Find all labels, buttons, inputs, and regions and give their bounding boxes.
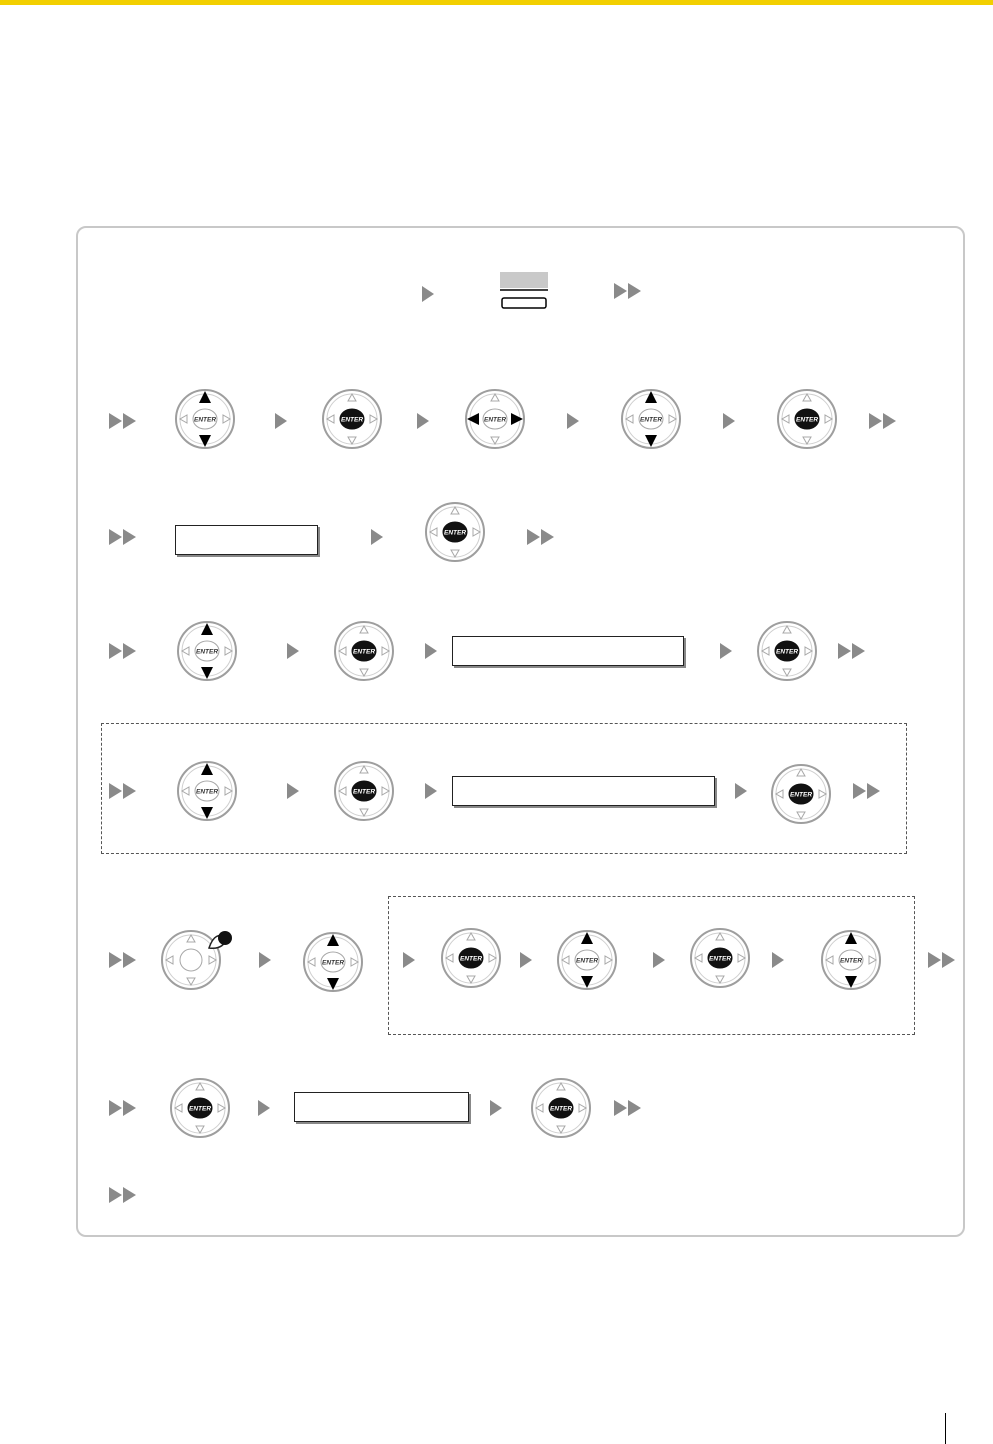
enter-label: ENTER: [789, 791, 813, 799]
single-arrow-icon: [403, 952, 415, 968]
double-arrow-icon: [109, 643, 136, 659]
single-arrow-icon: [258, 1100, 270, 1116]
navigator-key-icon: [758, 622, 816, 680]
enter-label: ENTER: [795, 416, 819, 424]
enter-label: ENTER: [775, 648, 799, 656]
enter-label: ENTER: [459, 955, 483, 963]
single-arrow-icon: [520, 952, 532, 968]
navigator-key-icon: [178, 762, 236, 820]
double-arrow-icon: [109, 1187, 136, 1203]
single-arrow-icon: [287, 643, 299, 659]
navigator-key-icon: [558, 931, 616, 989]
navigator-key-icon: [532, 1079, 590, 1137]
navigator-key-icon: [304, 933, 362, 991]
single-arrow-icon: [723, 413, 735, 429]
navigator-key-icon: [335, 762, 393, 820]
single-arrow-icon: [371, 529, 383, 545]
enter-label: ENTER: [195, 788, 219, 796]
enter-label: ENTER: [321, 959, 345, 967]
single-arrow-icon: [720, 643, 732, 659]
navigator-key-icon: [466, 390, 524, 448]
single-arrow-icon: [772, 952, 784, 968]
double-arrow-icon: [109, 529, 136, 545]
enter-label: ENTER: [443, 529, 467, 537]
double-arrow-icon: [869, 413, 896, 429]
enter-label: ENTER: [639, 416, 663, 424]
single-arrow-icon: [735, 783, 747, 799]
single-arrow-icon: [490, 1100, 502, 1116]
enter-label: ENTER: [195, 648, 219, 656]
single-arrow-icon: [287, 783, 299, 799]
enter-label: ENTER: [352, 788, 376, 796]
navigator-key-icon: [171, 1079, 229, 1137]
navigator-key-icon: [691, 929, 749, 987]
enter-label: ENTER: [708, 955, 732, 963]
single-arrow-icon: [653, 952, 665, 968]
double-arrow-icon: [838, 643, 865, 659]
navigator-key-icon: [442, 929, 500, 987]
double-arrow-icon: [109, 952, 136, 968]
single-arrow-icon: [422, 286, 434, 302]
single-arrow-icon: [417, 413, 429, 429]
navigator-key-icon: [772, 765, 830, 823]
enter-label: ENTER: [483, 416, 507, 424]
enter-label: ENTER: [188, 1105, 212, 1113]
navigator-key-icon: [162, 931, 220, 989]
single-arrow-icon: [275, 413, 287, 429]
double-arrow-icon: [853, 783, 880, 799]
double-arrow-icon: [527, 529, 554, 545]
double-arrow-icon: [614, 283, 641, 299]
double-arrow-icon: [109, 1100, 136, 1116]
cancel-key-icon: [209, 931, 232, 948]
single-arrow-icon: [259, 952, 271, 968]
navigator-key-icon: [622, 390, 680, 448]
navigator-key-icon: [323, 390, 381, 448]
navigator-key-icon: [176, 390, 234, 448]
double-arrow-icon: [109, 413, 136, 429]
navigator-key-icon: [178, 622, 236, 680]
enter-label: ENTER: [839, 957, 863, 965]
enter-label: ENTER: [549, 1105, 573, 1113]
single-arrow-icon: [425, 643, 437, 659]
navigator-key-icon: [822, 931, 880, 989]
enter-label: ENTER: [575, 957, 599, 965]
double-arrow-icon: [109, 783, 136, 799]
double-arrow-icon: [928, 952, 955, 968]
double-arrow-icon: [614, 1100, 641, 1116]
page-edge-rule: [945, 1413, 946, 1444]
navigator-key-icon: [335, 622, 393, 680]
navigator-key-icon: [426, 503, 484, 561]
enter-label: ENTER: [352, 648, 376, 656]
single-arrow-icon: [425, 783, 437, 799]
navigator-key-icon: [778, 390, 836, 448]
enter-label: ENTER: [340, 416, 364, 424]
enter-label: ENTER: [193, 416, 217, 424]
single-arrow-icon: [567, 413, 579, 429]
